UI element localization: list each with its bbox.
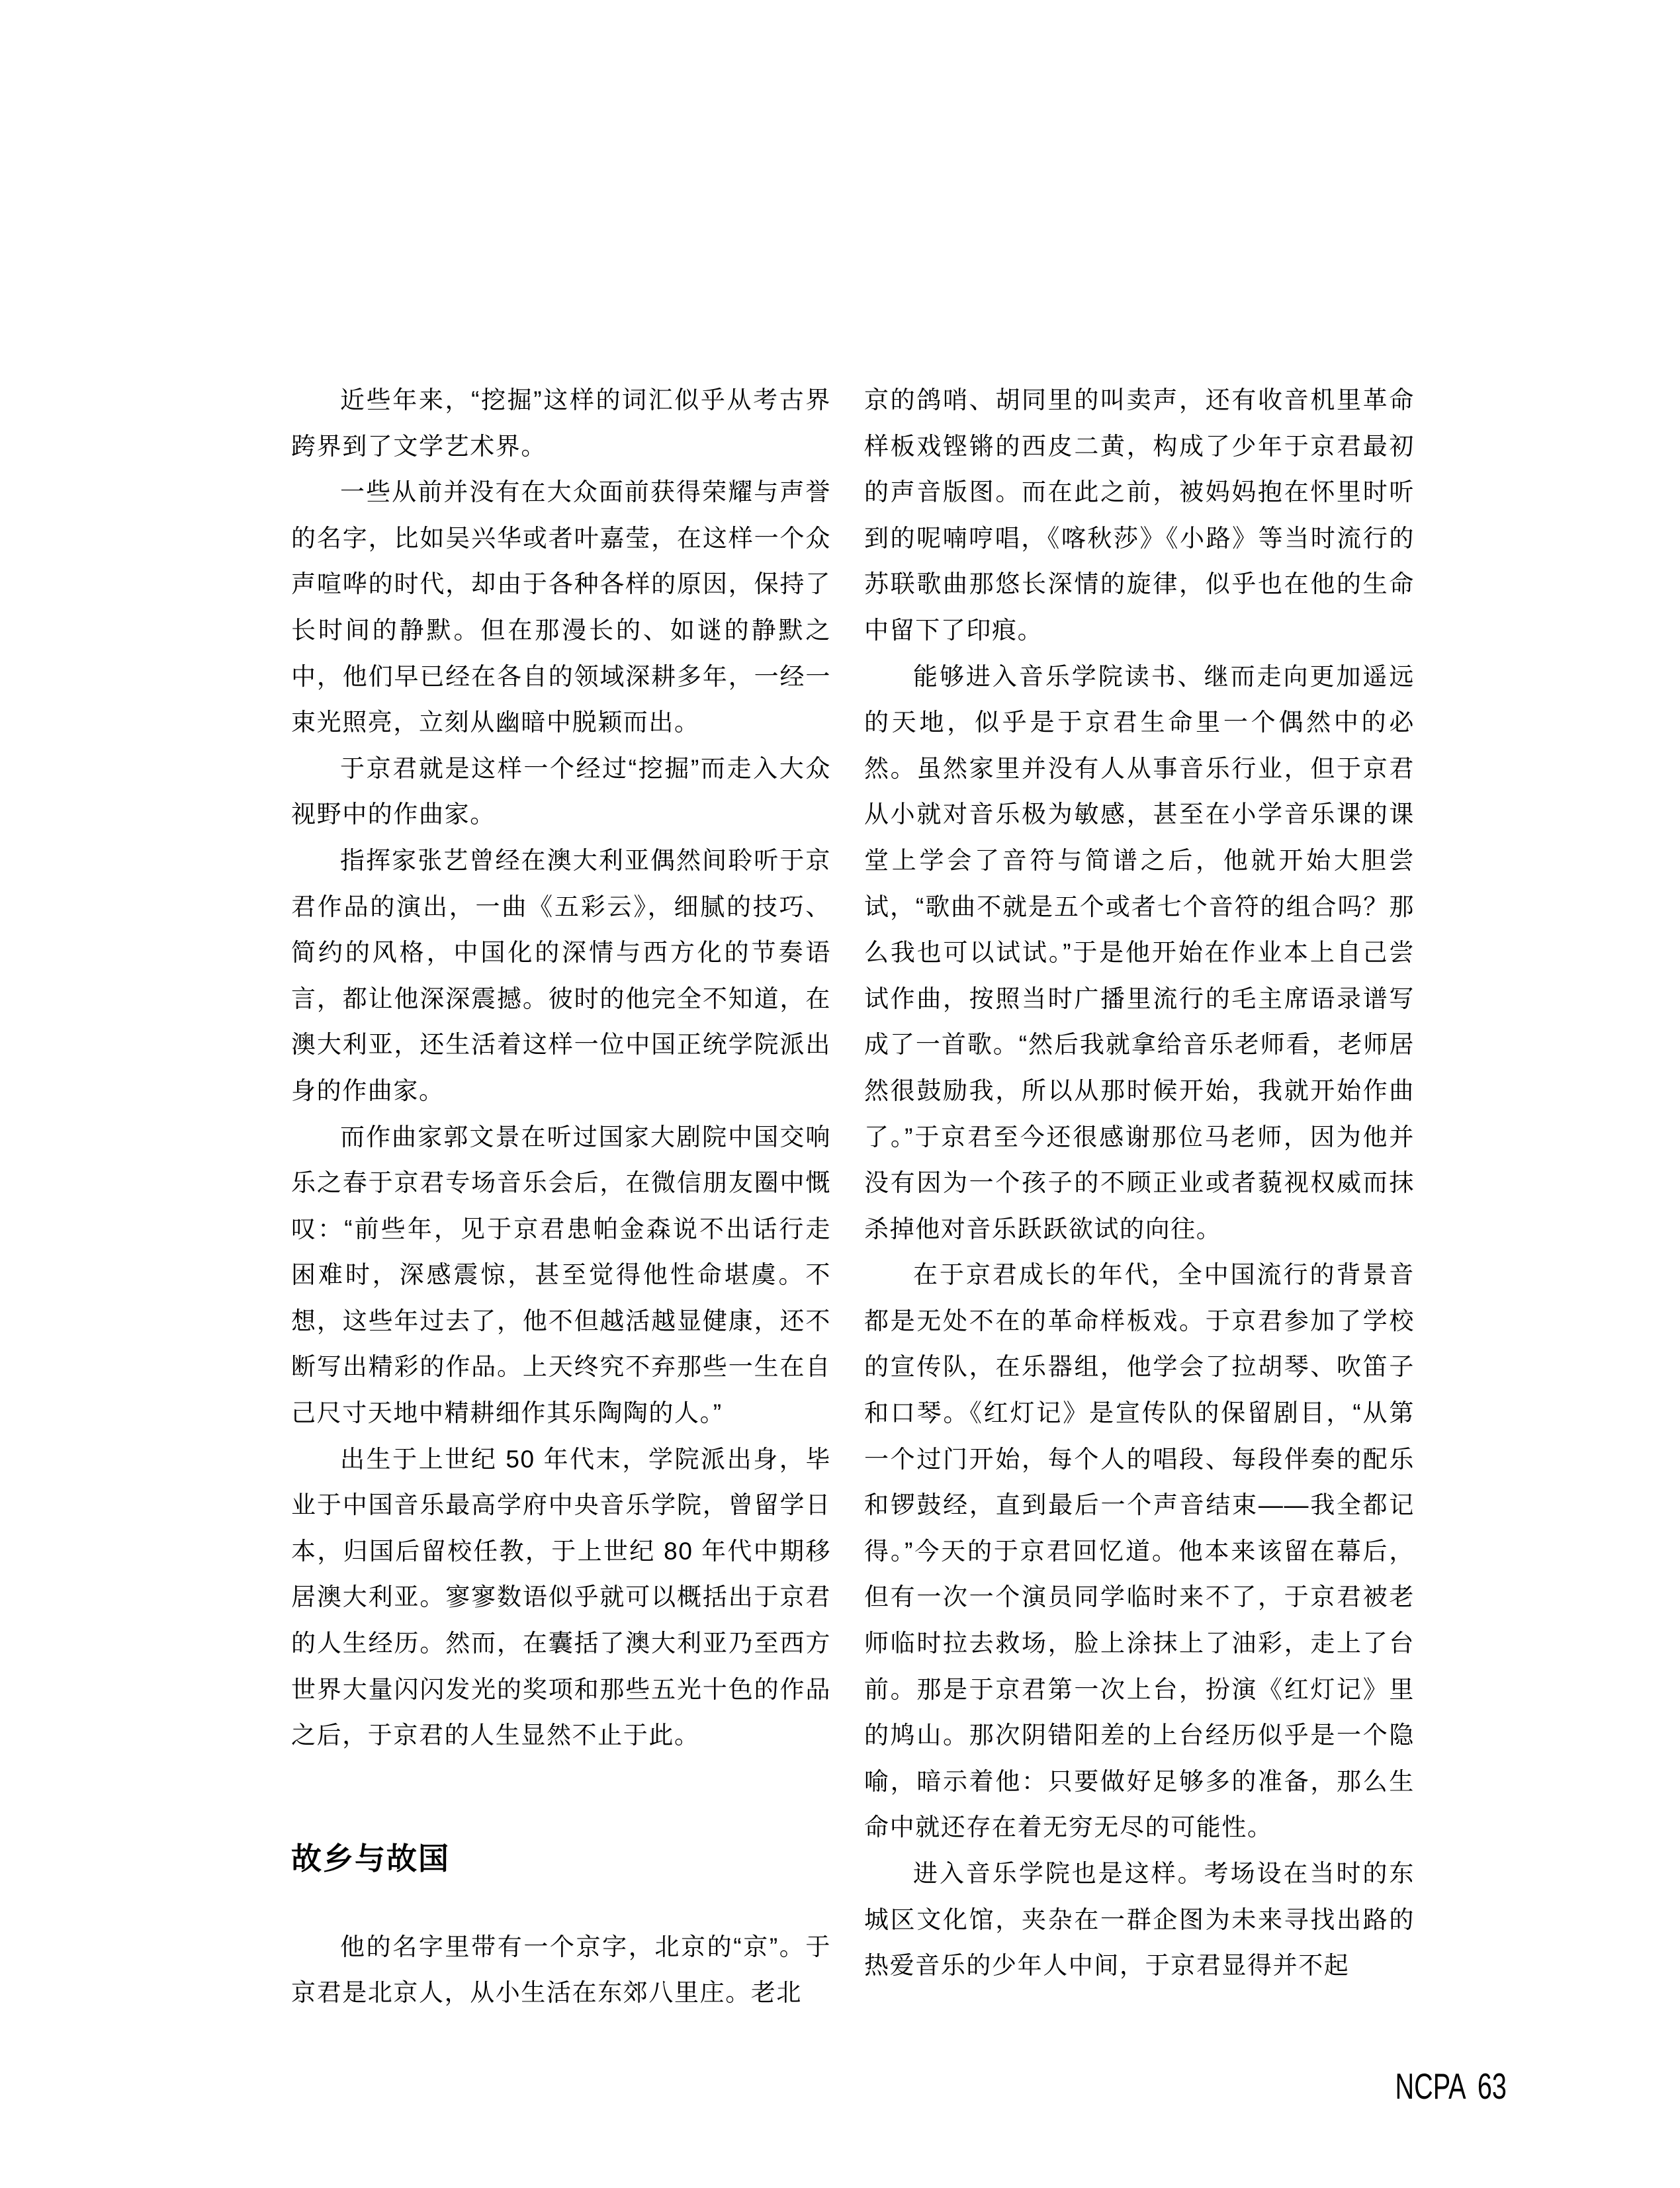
paragraph: 能够进入音乐学院读书、继而走向更加遥远的天地，似乎是于京君生命里一个偶然中的必然。虽然家里并没有人从事音乐行业，但于京君从小就对音乐极为敏感，甚至在小学音乐课的课堂上学会了音符与简谱之后，他就开始大胆尝试，“歌曲不就是五个或者七个音符的组合吗？那么我也可以试试。”于是他开始在作业本上自己尝试作曲，按照当时广播里流行的毛主席语录谱写成了一首歌。“然后我就拿给音乐老师看，老师居然很鼓励我，所以从那时候开始，我就开始作曲了。”于京君至今还很感谢那位马老师，因为他并没有因为一个孩子的不顾正业或者藐视权威而抹杀掉他对音乐跃跃欲试的向往。 xyxy=(864,662,1415,1243)
paragraph: 京的鸽哨、胡同里的叫卖声，还有收音机里革命样板戏铿锵的西皮二黄，构成了少年于京君最初的声音版图。而在此之前，被妈妈抱在怀里时听到的呢喃哼唱，《喀秋莎》《小路》等当时流行的苏联歌曲那悠长深情的旋律，似乎也在他的生命中留下了印痕。 xyxy=(864,386,1415,644)
paragraph: 一些从前并没有在大众面前获得荣耀与声誉的名字，比如吴兴华或者叶嘉莹，在这样一个众声喧哗的时代，却由于各种各样的原因，保持了长时间的静默。但在那漫长的、如谜的静默之中，他们早已经在各自的领域深耕多年，一经一束光照亮，立刻从幽暗中脱颖而出。 xyxy=(291,478,831,736)
paragraph: 而作曲家郭文景在听过国家大剧院中国交响乐之春于京君专场音乐会后，在微信朋友圈中慨叹：“前些年，见于京君患帕金森说不出话行走困难时，深感震惊，甚至觉得他性命堪虞。不想，这些年过去了，他不但越活越显健康，还不断写出精彩的作品。上天终究不弃那些一生在自己尺寸天地中精耕细作其乐陶陶的人。” xyxy=(291,1123,831,1427)
paragraph: 于京君就是这样一个经过“挖掘”而走入大众视野中的作曲家。 xyxy=(291,754,831,828)
page-footer xyxy=(1395,2068,1507,2105)
paragraph: 近些年来，“挖掘”这样的词汇似乎从考古界跨界到了文学艺术界。 xyxy=(291,386,831,460)
paragraph: 指挥家张艺曾经在澳大利亚偶然间聆听于京君作品的演出，一曲《五彩云》，细腻的技巧、简约的风格，中国化的深情与西方化的节奏语言，都让他深深震撼。彼时的他完全不知道，在澳大利亚，还生活着这样一位中国正统学院派出身的作曲家。 xyxy=(291,846,831,1104)
magazine-brand: NCPA xyxy=(1395,2066,1466,2107)
paragraph: 出生于上世纪 50 年代末，学院派出身，毕业于中国音乐最高学府中央音乐学院，曾留学日本，归国后留校任教，于上世纪 80 年代中期移居澳大利亚。寥寥数语似乎就可以概括出于京君的人生经历。然而，在囊括了澳大利亚乃至西方世界大量闪闪发光的奖项和那些五光十色的作品之后，于京君的人生显然不止于此。 xyxy=(291,1445,831,1749)
paragraph: 进入音乐学院也是这样。考场设在当时的东城区文化馆，夹杂在一群企图为未来寻找出路的热爱音乐的少年人中间，于京君显得并不起 xyxy=(864,1860,1415,1980)
article-column-right xyxy=(864,377,1415,1989)
article-column-left xyxy=(291,377,831,2016)
paragraph: 他的名字里带有一个京字，北京的“京”。于京君是北京人，从小生活在东郊八里庄。老北 xyxy=(291,1933,831,2007)
page-number: 63 xyxy=(1477,2066,1507,2107)
paragraph: 在于京君成长的年代，全中国流行的背景音都是无处不在的革命样板戏。于京君参加了学校的宣传队，在乐器组，他学会了拉胡琴、吹笛子和口琴。《红灯记》是宣传队的保留剧目，“从第一个过门开始，每个人的唱段、每段伴奏的配乐和锣鼓经，直到最后一个声音结束——我全都记得。”今天的于京君回忆道。他本来该留在幕后，但有一次一个演员同学临时来不了，于京君被老师临时拉去救场，脸上涂抹上了油彩，走上了台前。那是于京君第一次上台，扮演《红灯记》里的鸠山。那次阴错阳差的上台经历似乎是一个隐喻，暗示着他：只要做好足够多的准备，那么生命中就还存在着无穷无尽的可能性。 xyxy=(864,1261,1415,1841)
section-heading: 故乡与故国 xyxy=(291,1841,450,1876)
